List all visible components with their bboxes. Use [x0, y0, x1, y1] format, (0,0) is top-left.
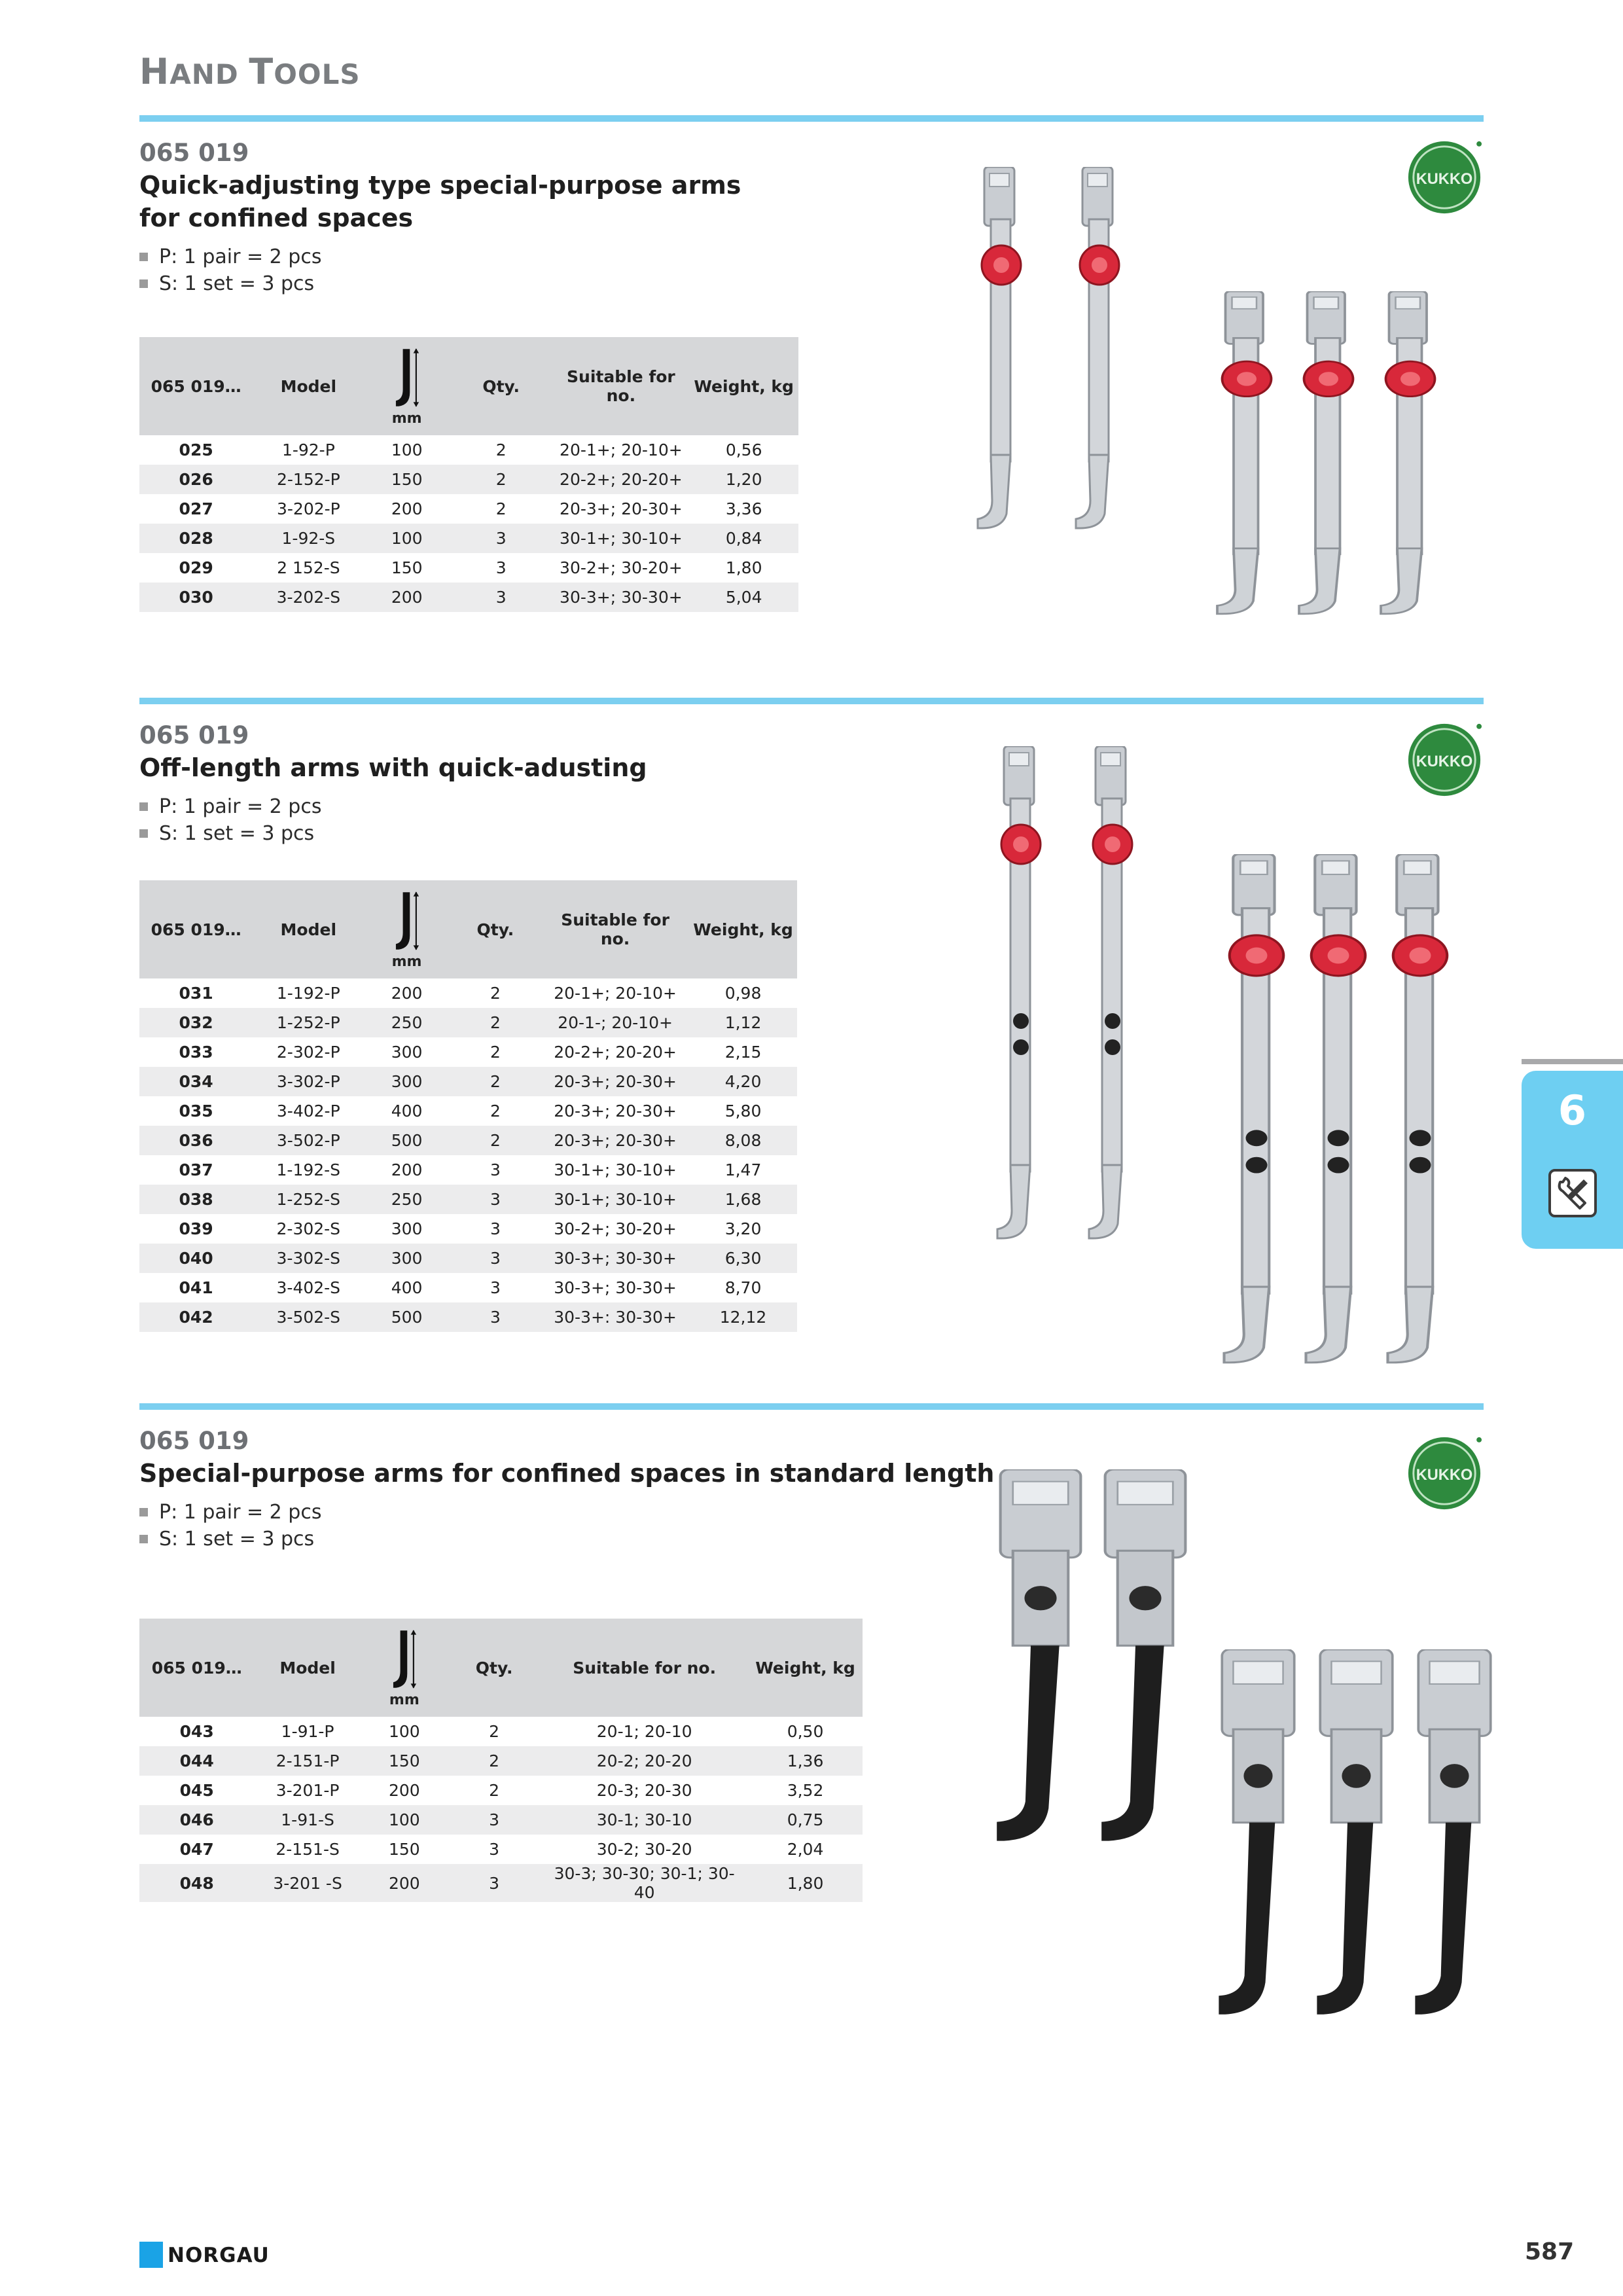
table-cell: 200 — [364, 978, 449, 1008]
table-cell: 500 — [364, 1126, 449, 1155]
table-row — [139, 1835, 863, 1864]
section3-title: Special-purpose arms for confined spaces in standard length — [139, 1459, 995, 1488]
table-cell: 3-202-S — [253, 583, 364, 612]
table-cell: 100 — [364, 524, 449, 553]
table-row — [139, 978, 797, 1008]
table-cell: 2-152-P — [253, 465, 364, 494]
table-cell: 30-3+; 30-30+ — [541, 1273, 689, 1302]
table-cell: 3-502-S — [253, 1302, 364, 1332]
table-cell: 400 — [364, 1096, 449, 1126]
table-cell: 150 — [364, 553, 449, 583]
table-cell: 20-1; 20-10 — [541, 1717, 748, 1746]
section2-bullets — [139, 793, 321, 847]
table-cell: 1-92-S — [253, 524, 364, 553]
table-cell: 250 — [364, 1185, 449, 1214]
table-cell: 2 — [450, 1096, 541, 1126]
table-cell: 037 — [139, 1155, 253, 1185]
table-row — [139, 1746, 863, 1776]
table-cell: 20-1+; 20-10+ — [541, 978, 689, 1008]
table-cell: 20-3+; 20-30+ — [552, 494, 689, 524]
table-cell: 30-2+; 30-20+ — [552, 553, 689, 583]
table-cell: 20-3; 20-30 — [541, 1776, 748, 1805]
table-cell: 0,98 — [689, 978, 797, 1008]
table-row — [139, 1244, 797, 1273]
section2-rows — [139, 978, 797, 1332]
table-cell: 039 — [139, 1214, 253, 1244]
table-cell: 30-3+; 30-30+ — [552, 583, 689, 612]
table-cell: 30-3+: 30-30+ — [541, 1302, 689, 1332]
table-cell: 036 — [139, 1126, 253, 1155]
table-row — [139, 494, 798, 524]
table-row — [139, 435, 798, 465]
table-cell: 100 — [361, 1805, 448, 1835]
table-cell: 1,36 — [748, 1746, 863, 1776]
table-cell: 30-2; 30-20 — [541, 1835, 748, 1864]
table-row — [139, 1805, 863, 1835]
col-code: 065 019… — [139, 337, 253, 435]
product-image-pair — [965, 167, 1162, 533]
table-cell: 3-402-P — [253, 1096, 364, 1126]
col-code: 065 019… — [139, 1619, 254, 1717]
table-cell: 0,50 — [748, 1717, 863, 1746]
product-image-set — [1221, 854, 1482, 1371]
table-cell: 3 — [450, 1244, 541, 1273]
section1-table — [139, 337, 798, 612]
table-cell: 5,04 — [689, 583, 798, 612]
page-header-title: HAND TOOLS — [139, 51, 361, 92]
product-image-set — [1214, 1649, 1508, 2022]
table-cell: 2-302-P — [253, 1037, 364, 1067]
section3-code: 065 019 — [139, 1427, 249, 1455]
table-cell: 2 — [450, 465, 553, 494]
table-cell: 3 — [448, 1864, 541, 1902]
section3-rows — [139, 1717, 863, 1902]
table-cell: 2 — [450, 1126, 541, 1155]
table-cell: 046 — [139, 1805, 254, 1835]
table-cell: 250 — [364, 1008, 449, 1037]
table-cell: 8,08 — [689, 1126, 797, 1155]
table-cell: 30-3; 30-30; 30-1; 30-40 — [541, 1864, 748, 1902]
wrench-screwdriver-icon — [1548, 1169, 1597, 1217]
table-cell: 200 — [364, 583, 449, 612]
table-cell: 042 — [139, 1302, 253, 1332]
section3-bullets — [139, 1499, 321, 1552]
section2-table — [139, 880, 797, 1332]
table-cell: 300 — [364, 1244, 449, 1273]
table-row — [139, 1864, 863, 1902]
table-row — [139, 1302, 797, 1332]
table-cell: 100 — [364, 435, 449, 465]
table-cell: 20-2+; 20-20+ — [552, 465, 689, 494]
table-cell: 3,52 — [748, 1776, 863, 1805]
table-cell: 041 — [139, 1273, 253, 1302]
table-cell: 2 — [450, 1008, 541, 1037]
col-qty: Qty. — [450, 880, 541, 978]
arm-length-icon — [393, 346, 421, 409]
table-cell: 2 — [448, 1746, 541, 1776]
section3-rule — [139, 1403, 1484, 1410]
table-cell: 3-302-P — [253, 1067, 364, 1096]
table-cell: 3 — [448, 1835, 541, 1864]
table-cell: 2-151-P — [254, 1746, 361, 1776]
table-cell: 30-1+; 30-10+ — [541, 1155, 689, 1185]
table-cell: 047 — [139, 1835, 254, 1864]
table-cell: 3 — [448, 1805, 541, 1835]
col-suitable: Suitable for no. — [541, 1619, 748, 1717]
table-cell: 1-92-P — [253, 435, 364, 465]
section2-rule — [139, 698, 1484, 704]
table-cell: 3 — [450, 1185, 541, 1214]
bullet-item: S: 1 set = 3 pcs — [139, 1526, 321, 1552]
table-cell: 3 — [450, 1302, 541, 1332]
table-cell: 035 — [139, 1096, 253, 1126]
table-cell: 1,80 — [748, 1864, 863, 1902]
table-cell: 2 — [448, 1717, 541, 1746]
table-cell: 3-201-P — [254, 1776, 361, 1805]
table-row — [139, 1717, 863, 1746]
table-cell: 2,04 — [748, 1835, 863, 1864]
col-suitable: Suitable for no. — [541, 880, 689, 978]
col-suitable: Suitable for no. — [552, 337, 689, 435]
kukko-logo — [1406, 721, 1483, 798]
table-row — [139, 553, 798, 583]
table-cell: 3,36 — [689, 494, 798, 524]
bullet-item: P: 1 pair = 2 pcs — [139, 1499, 321, 1526]
table-cell: 027 — [139, 494, 253, 524]
table-cell: 2 — [450, 1067, 541, 1096]
table-row — [139, 465, 798, 494]
section1-code: 065 019 — [139, 139, 249, 167]
table-row — [139, 1126, 797, 1155]
table-cell: 045 — [139, 1776, 254, 1805]
table-cell: 034 — [139, 1067, 253, 1096]
footer-brand: NORGAU — [168, 2244, 270, 2267]
arm-length-icon — [390, 1628, 419, 1691]
table-cell: 20-2; 20-20 — [541, 1746, 748, 1776]
table-cell: 100 — [361, 1717, 448, 1746]
table-cell: 300 — [364, 1067, 449, 1096]
table-cell: 1,68 — [689, 1185, 797, 1214]
col-qty: Qty. — [448, 1619, 541, 1717]
table-cell: 8,70 — [689, 1273, 797, 1302]
section3-table — [139, 1619, 863, 1902]
table-row — [139, 1155, 797, 1185]
table-row — [139, 1096, 797, 1126]
table-cell: 1,20 — [689, 465, 798, 494]
table-cell: 040 — [139, 1244, 253, 1273]
table-cell: 4,20 — [689, 1067, 797, 1096]
col-code: 065 019… — [139, 880, 253, 978]
section2-code: 065 019 — [139, 721, 249, 749]
table-cell: 20-3+; 20-30+ — [541, 1096, 689, 1126]
table-cell: 3-202-P — [253, 494, 364, 524]
col-weight: Weight, kg — [748, 1619, 863, 1717]
table-row — [139, 1037, 797, 1067]
col-length: mm — [364, 880, 449, 978]
table-cell: 300 — [364, 1037, 449, 1067]
bullet-item: S: 1 set = 3 pcs — [139, 270, 321, 297]
table-cell: 032 — [139, 1008, 253, 1037]
table-cell: 3,20 — [689, 1214, 797, 1244]
table-cell: 1-192-S — [253, 1155, 364, 1185]
table-cell: 6,30 — [689, 1244, 797, 1273]
table-cell: 2 — [450, 978, 541, 1008]
table-cell: 400 — [364, 1273, 449, 1302]
table-cell: 30-1; 30-10 — [541, 1805, 748, 1835]
table-cell: 2 — [448, 1776, 541, 1805]
table-cell: 044 — [139, 1746, 254, 1776]
arm-length-icon — [393, 889, 421, 952]
kukko-logo — [1406, 1435, 1483, 1512]
table-cell: 028 — [139, 524, 253, 553]
table-cell: 1-252-P — [253, 1008, 364, 1037]
table-cell: 0,75 — [748, 1805, 863, 1835]
table-cell: 3 — [450, 1214, 541, 1244]
table-cell: 1,12 — [689, 1008, 797, 1037]
table-cell: 200 — [364, 1155, 449, 1185]
table-cell: 1-192-P — [253, 978, 364, 1008]
table-cell: 5,80 — [689, 1096, 797, 1126]
table-row — [139, 1185, 797, 1214]
footer-brand-square — [139, 2242, 163, 2268]
table-cell: 3 — [450, 1155, 541, 1185]
product-image-set — [1214, 291, 1476, 619]
table-cell: 2-302-S — [253, 1214, 364, 1244]
product-image-pair — [991, 1469, 1221, 1849]
table-cell: 038 — [139, 1185, 253, 1214]
bullet-item: S: 1 set = 3 pcs — [139, 820, 321, 847]
table-row — [139, 1008, 797, 1037]
table-cell: 2,15 — [689, 1037, 797, 1067]
table-cell: 300 — [364, 1214, 449, 1244]
chapter-number: 6 — [1558, 1086, 1587, 1134]
table-cell: 500 — [364, 1302, 449, 1332]
table-cell: 3-402-S — [253, 1273, 364, 1302]
table-cell: 1-91-S — [254, 1805, 361, 1835]
table-cell: 150 — [361, 1835, 448, 1864]
side-tab-rule — [1522, 1059, 1623, 1064]
col-qty: Qty. — [450, 337, 553, 435]
table-cell: 3-502-P — [253, 1126, 364, 1155]
table-cell: 1-91-P — [254, 1717, 361, 1746]
col-weight: Weight, kg — [689, 880, 797, 978]
table-row — [139, 1776, 863, 1805]
table-cell: 20-1+; 20-10+ — [552, 435, 689, 465]
table-cell: 2 — [450, 435, 553, 465]
table-cell: 2 — [450, 1037, 541, 1067]
table-cell: 3 — [450, 1273, 541, 1302]
section2-title: Off-length arms with quick-adusting — [139, 753, 647, 782]
col-length: mm — [361, 1619, 448, 1717]
table-row — [139, 1214, 797, 1244]
table-cell: 0,84 — [689, 524, 798, 553]
table-cell: 3 — [450, 524, 553, 553]
table-cell: 20-1-; 20-10+ — [541, 1008, 689, 1037]
table-cell: 20-2+; 20-20+ — [541, 1037, 689, 1067]
col-weight: Weight, kg — [689, 337, 798, 435]
table-cell: 3-302-S — [253, 1244, 364, 1273]
bullet-item: P: 1 pair = 2 pcs — [139, 243, 321, 270]
col-length: mm — [364, 337, 449, 435]
table-cell: 030 — [139, 583, 253, 612]
table-cell: 025 — [139, 435, 253, 465]
table-cell: 150 — [364, 465, 449, 494]
section1-rows — [139, 435, 798, 612]
table-cell: 200 — [361, 1864, 448, 1902]
table-cell: 026 — [139, 465, 253, 494]
col-model: Model — [253, 880, 364, 978]
table-cell: 3 — [450, 553, 553, 583]
table-cell: 2 — [450, 494, 553, 524]
table-cell: 1,47 — [689, 1155, 797, 1185]
table-cell: 30-1+; 30-10+ — [552, 524, 689, 553]
table-row — [139, 583, 798, 612]
product-image-pair — [985, 746, 1181, 1244]
section1-bullets — [139, 243, 321, 297]
table-cell: 033 — [139, 1037, 253, 1067]
table-cell: 031 — [139, 978, 253, 1008]
table-cell: 3-201 -S — [254, 1864, 361, 1902]
table-cell: 048 — [139, 1864, 254, 1902]
col-model: Model — [253, 337, 364, 435]
table-cell: 200 — [364, 494, 449, 524]
kukko-logo — [1406, 139, 1483, 216]
table-cell: 1-252-S — [253, 1185, 364, 1214]
col-model: Model — [254, 1619, 361, 1717]
table-cell: 029 — [139, 553, 253, 583]
table-cell: 200 — [361, 1776, 448, 1805]
table-cell: 1,80 — [689, 553, 798, 583]
bullet-item: P: 1 pair = 2 pcs — [139, 793, 321, 820]
table-cell: 150 — [361, 1746, 448, 1776]
header-rule — [139, 115, 1484, 122]
table-cell: 12,12 — [689, 1302, 797, 1332]
table-row — [139, 1273, 797, 1302]
table-row — [139, 524, 798, 553]
table-cell: 2 152-S — [253, 553, 364, 583]
table-cell: 043 — [139, 1717, 254, 1746]
table-cell: 2-151-S — [254, 1835, 361, 1864]
table-cell: 3 — [450, 583, 553, 612]
table-cell: 20-3+; 20-30+ — [541, 1126, 689, 1155]
table-cell: 20-3+; 20-30+ — [541, 1067, 689, 1096]
table-row — [139, 1067, 797, 1096]
table-cell: 30-1+; 30-10+ — [541, 1185, 689, 1214]
table-cell: 30-2+; 30-20+ — [541, 1214, 689, 1244]
page-number: 587 — [1525, 2238, 1575, 2265]
section1-title: Quick-adjusting type special-purpose arms for confined spaces — [139, 171, 741, 232]
table-cell: 30-3+; 30-30+ — [541, 1244, 689, 1273]
table-cell: 0,56 — [689, 435, 798, 465]
